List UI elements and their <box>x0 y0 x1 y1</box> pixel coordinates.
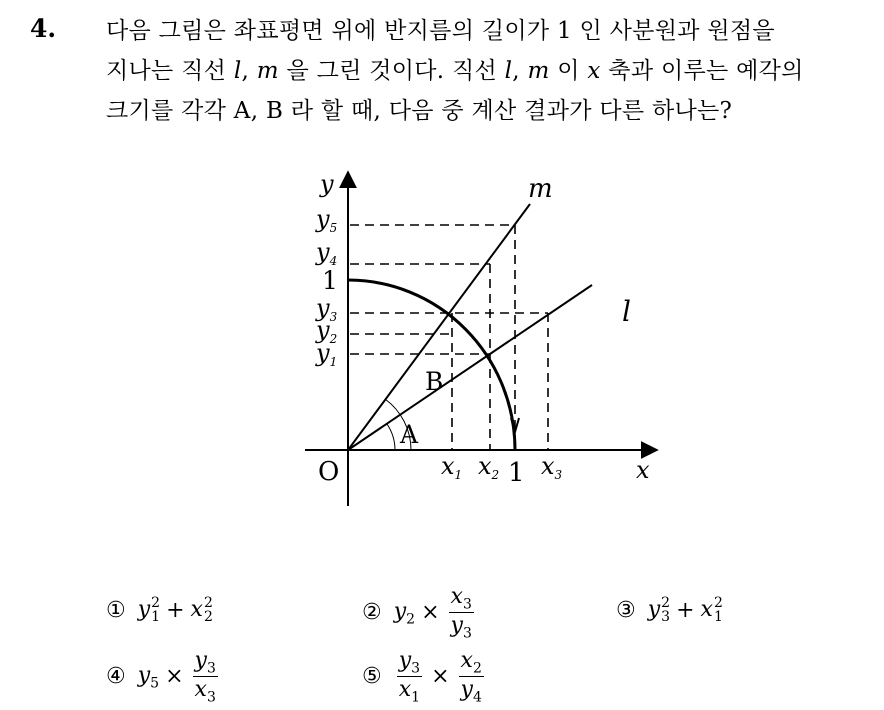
origin-label: O <box>318 457 340 487</box>
choice-number: ② <box>362 600 382 626</box>
text: 지나는 직선 <box>106 58 234 84</box>
operator: × <box>431 664 450 690</box>
fraction: $\frac{y_3}{x_1}$ <box>398 648 421 706</box>
line-m-label: m <box>528 174 553 204</box>
var-x: x <box>587 58 601 84</box>
operator: + <box>676 597 695 623</box>
tick-x3: $x_3$ <box>541 452 563 482</box>
fraction: $\frac{y_3}{x_3}$ <box>194 648 216 706</box>
angle-A-label: A <box>400 420 419 449</box>
tick-one-y: 1 <box>322 266 338 295</box>
line-m <box>348 204 530 450</box>
tick-x2: $x_2$ <box>478 452 500 482</box>
quarter-circle-arc <box>348 280 515 450</box>
var-l: l <box>233 58 242 84</box>
angle-A-arc <box>387 424 395 450</box>
operator: + <box>166 597 185 623</box>
choice-number: ① <box>106 597 126 623</box>
choice-number: ④ <box>106 664 126 690</box>
choice-expression <box>648 596 723 624</box>
tick-x1: $x_1$ <box>441 452 463 482</box>
tick-y5: $y_5$ <box>316 205 338 235</box>
question-number: 4. <box>30 14 57 43</box>
question-line-1: 다음 그림은 좌표평면 위에 반지름의 길이가 1 인 사분원과 원점을 <box>106 18 775 44</box>
fraction: $\frac{x_2}{y_4}$ <box>460 648 482 706</box>
choice-expression <box>138 648 221 706</box>
choice-expression <box>394 648 487 706</box>
tick-y3: $y_3$ <box>316 294 338 324</box>
term: y 2 1 <box>137 595 161 625</box>
choice-1[interactable] <box>106 596 213 624</box>
question-line-3: 크기를 각각 A, B 라 할 때, 다음 중 계산 결과가 다른 하나는? <box>106 98 733 124</box>
text: , <box>512 58 528 84</box>
line-l-label: l <box>622 295 631 328</box>
var-m: m <box>527 58 550 84</box>
text: 이 <box>549 58 588 84</box>
choice-5[interactable] <box>362 648 487 706</box>
choice-number: ⑤ <box>362 664 382 690</box>
operator: × <box>421 600 440 626</box>
operator: × <box>165 664 184 690</box>
tick-y1: $y_1$ <box>316 339 338 369</box>
angle-B-label: B <box>425 367 444 396</box>
tick-y4: $y_4$ <box>316 238 338 268</box>
x-axis-label: x <box>636 456 650 484</box>
text: 축과 이루는 예각의 <box>600 58 804 84</box>
term: x 2 1 <box>700 595 723 625</box>
term: x 2 2 <box>190 595 213 625</box>
text: , <box>241 58 257 84</box>
term: $y_5$ <box>137 662 160 692</box>
choice-expression <box>394 584 477 642</box>
line-l <box>348 285 592 450</box>
text: 을 그린 것이다. 직선 <box>278 58 505 84</box>
choice-4[interactable] <box>106 648 221 706</box>
var-l: l <box>504 58 513 84</box>
term: y 2 3 <box>647 595 671 625</box>
choice-expression <box>138 596 213 624</box>
tick-one-x: 1 <box>508 458 525 488</box>
var-m: m <box>256 58 279 84</box>
tick-y2: $y_2$ <box>316 316 338 346</box>
choice-2[interactable] <box>362 584 477 642</box>
y-axis-label: y <box>320 170 334 198</box>
choice-number: ③ <box>616 597 636 623</box>
fraction: $\frac{x_3}{y_3}$ <box>450 584 472 642</box>
choice-3[interactable] <box>616 596 723 624</box>
term: $y_2$ <box>393 598 416 628</box>
